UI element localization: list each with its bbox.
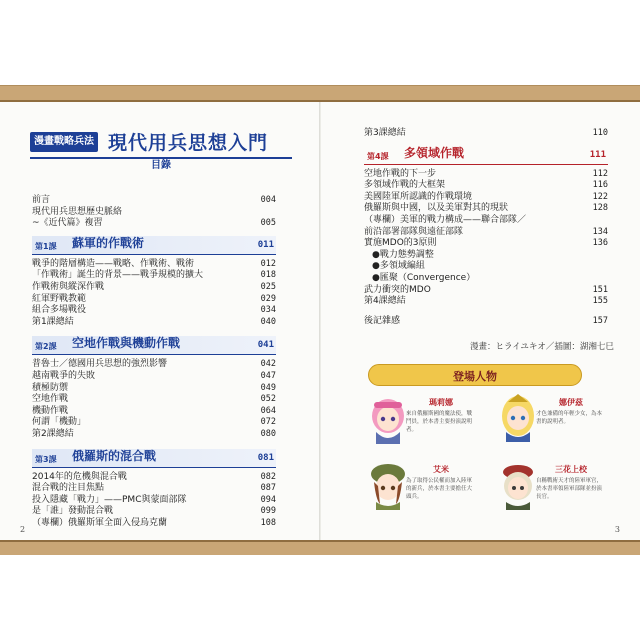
book-spread xyxy=(0,85,640,555)
toc-entry-title: 混合戰的注目焦點 xyxy=(32,483,105,494)
toc-entry-page: 099 xyxy=(260,506,276,517)
toc-subentry[interactable] xyxy=(364,273,608,285)
toc-entry-title: 投入隱藏「戰力」——PMC與蒙面部隊 xyxy=(32,494,187,505)
toc-entry-title: 第3課總結 xyxy=(364,128,406,138)
toc-entry-page: 112 xyxy=(592,168,608,179)
right-page-number: 3 xyxy=(614,525,620,534)
toc-entry[interactable] xyxy=(32,207,276,219)
toc-entry-title: 紅軍野戰教範 xyxy=(32,293,87,304)
chapter-number: 第3課 xyxy=(35,454,57,464)
toc-entry-title: 第4課總結 xyxy=(364,296,406,307)
toc-entry-title: 多領域作戰的大框架 xyxy=(364,180,446,191)
toc-entry-title: 「作戰術」誕生的背景——戰爭規模的擴大 xyxy=(32,270,204,281)
toc-entry[interactable] xyxy=(32,406,276,418)
chapter-page: 081 xyxy=(257,452,274,463)
toc-entry-title: 俄羅斯與中國，以及美軍對其的現狀 xyxy=(364,203,509,214)
toc-entry-page: 094 xyxy=(260,494,276,505)
toc-entry-page: 029 xyxy=(260,293,276,304)
toc-entry-title: 戰爭的階層構造——戰略、作戰術、戰術 xyxy=(32,258,195,269)
toc-entry-title: 何謂「機動」 xyxy=(32,417,87,428)
left-page-number: 2 xyxy=(20,525,26,534)
toc-entry-title: 空地作戰 xyxy=(32,394,69,405)
cast-heading xyxy=(368,364,582,386)
chapter-title: 俄羅斯的混合戰 xyxy=(72,448,157,463)
toc-entry[interactable] xyxy=(32,259,276,271)
toc-entry-title: 普魯士／德國用兵思想的強烈影響 xyxy=(32,359,168,370)
toc-entry[interactable] xyxy=(32,429,276,441)
chapter-heading-1[interactable] xyxy=(32,236,276,255)
book-title: 現代用兵思想入門 xyxy=(108,132,269,154)
toc-entry-page: 155 xyxy=(592,296,608,307)
toc-entry[interactable] xyxy=(32,195,276,207)
toc-entry-page: 052 xyxy=(260,394,276,405)
toc-entry-page: 049 xyxy=(260,382,276,393)
toc-entry[interactable] xyxy=(32,506,276,518)
toc-entry-page: 134 xyxy=(592,226,608,237)
toc-entry-title: （專欄）美軍的戰力構成——聯合部隊／ xyxy=(364,214,527,225)
toc-entry-title: 後記雜感 xyxy=(364,315,401,326)
toc-entry[interactable] xyxy=(32,518,276,530)
toc-entry[interactable] xyxy=(364,215,608,227)
toc-subentry[interactable] xyxy=(364,250,608,262)
toc-entry-title: 是「誰」發動混合戰 xyxy=(32,506,114,517)
toc-entry-page: 012 xyxy=(260,258,276,269)
toc-entry-page: 005 xyxy=(260,218,276,229)
toc-entry-page: 004 xyxy=(260,195,276,205)
toc-entry[interactable] xyxy=(364,227,608,239)
right-page xyxy=(320,102,640,540)
toc-entry[interactable] xyxy=(364,180,608,192)
toc-entry-page: 116 xyxy=(592,180,608,191)
toc-entry-page: 128 xyxy=(592,203,608,214)
character-card xyxy=(536,464,606,501)
chapter-title: 空地作戰與機動作戰 xyxy=(72,336,181,351)
character-card xyxy=(406,464,476,501)
toc-entry-page: 018 xyxy=(260,270,276,281)
toc-entry-title: 組合多場戰役 xyxy=(32,305,87,316)
toc-entry-title: 積極防禦 xyxy=(32,382,69,393)
toc-entry-page: 122 xyxy=(592,191,608,202)
toc-entry[interactable] xyxy=(364,296,608,308)
left-page xyxy=(0,102,320,540)
toc-entry-page: 047 xyxy=(260,370,276,381)
toc-entry-page: 034 xyxy=(260,305,276,316)
character-description: 自稱戰術天才的陸軍軍官，於本書率領陸軍部隊並扮演長官。 xyxy=(536,478,603,500)
toc-label: 目錄 xyxy=(30,157,292,171)
toc-entry-title: ●多領域編組 xyxy=(372,261,425,272)
toc-entry[interactable] xyxy=(32,417,276,429)
character-description: 才色兼備的年輕少女，為本書的說明者。 xyxy=(536,411,603,425)
chapter-page: 111 xyxy=(589,149,606,160)
toc-entry-page: 110 xyxy=(592,128,608,138)
character-card xyxy=(406,397,476,434)
toc-entry-title: 實施MDO的3原則 xyxy=(364,238,437,249)
toc-entry-page: 042 xyxy=(260,359,276,370)
character-portrait-beret xyxy=(496,460,540,510)
toc-entry[interactable] xyxy=(32,294,276,306)
toc-entry-title: 作戰術與縱深作戰 xyxy=(32,281,105,292)
toc-entry-page: 136 xyxy=(592,238,608,249)
toc-entry-title: 前言 xyxy=(32,195,51,205)
toc-entry-title: 現代用兵思想歷史脈絡 xyxy=(32,206,123,217)
toc-entry[interactable] xyxy=(32,282,276,294)
toc-subentry[interactable] xyxy=(364,261,608,273)
toc-entry[interactable] xyxy=(364,285,608,297)
toc-entry-title: 武力衝突的MDO xyxy=(364,284,431,295)
character-description: 為了取得公民權而加入陸軍的新兵，於本書主要擔任大頭兵。 xyxy=(406,478,473,500)
character-name: 瑪莉娜 xyxy=(429,398,453,407)
character-card xyxy=(536,397,606,426)
toc-entry-title: 2014年的危機與混合戰 xyxy=(32,471,127,482)
toc-entry[interactable] xyxy=(364,203,608,215)
toc-entry-page: 157 xyxy=(592,315,608,326)
toc-entry[interactable] xyxy=(32,394,276,406)
toc-entry-title: 第2課總結 xyxy=(32,428,74,439)
toc-entry[interactable] xyxy=(32,472,276,484)
toc-entry[interactable] xyxy=(32,270,276,282)
toc-entry-page: 087 xyxy=(260,483,276,494)
illustration-credit: 漫畫：ヒライユキオ／插圖：湖湘七巳 xyxy=(470,342,614,352)
chapter-page: 011 xyxy=(257,239,274,250)
toc-entry-title: ●戰力態勢調整 xyxy=(372,249,434,260)
toc-entry-title: 美國陸軍所認識的作戰環境 xyxy=(364,191,473,202)
cast-heading-label: 登場人物 xyxy=(453,370,497,383)
chapter-title: 蘇軍的作戰術 xyxy=(72,235,145,250)
bottom-border-band xyxy=(0,540,640,555)
toc-entry-page: 082 xyxy=(260,471,276,482)
toc-entry[interactable] xyxy=(32,218,276,230)
toc-entry-title: ~《近代篇》複習 xyxy=(32,218,103,229)
toc-entry[interactable] xyxy=(32,317,276,329)
toc-entry[interactable] xyxy=(32,383,276,395)
toc-entry[interactable] xyxy=(364,238,608,250)
toc-entry-title: 機動作戰 xyxy=(32,405,69,416)
chapter-heading-2[interactable] xyxy=(32,336,276,355)
character-portrait-blonde-hair xyxy=(496,392,540,442)
character-name: 娜伊茲 xyxy=(559,398,583,407)
toc-entry-title: 越南戰爭的失敗 xyxy=(32,370,96,381)
toc-entry[interactable] xyxy=(32,495,276,507)
character-name: 三花上校 xyxy=(555,465,587,474)
chapter-number: 第1課 xyxy=(35,241,57,251)
left-toc xyxy=(32,195,276,529)
toc-entry[interactable] xyxy=(32,483,276,495)
toc-entry-page: 151 xyxy=(592,284,608,295)
toc-entry-page: 080 xyxy=(260,428,276,439)
toc-entry-title: 第1課總結 xyxy=(32,316,74,327)
series-badge: 漫畫戰略兵法 xyxy=(30,132,98,152)
toc-entry[interactable] xyxy=(364,128,608,140)
toc-entry-page: 108 xyxy=(260,517,276,528)
top-border-band xyxy=(0,85,640,102)
toc-entry[interactable] xyxy=(364,192,608,204)
toc-entry-page: 025 xyxy=(260,281,276,292)
chapter-title: 多領域作戰 xyxy=(404,145,465,160)
character-portrait-pink-hair xyxy=(366,394,410,444)
toc-entry-page: 064 xyxy=(260,405,276,416)
chapter-heading-4[interactable] xyxy=(364,146,608,165)
character-portrait-helmet xyxy=(366,460,410,510)
toc-entry-afterword[interactable] xyxy=(364,316,608,328)
toc-entry-page: 072 xyxy=(260,417,276,428)
character-name: 艾米 xyxy=(433,465,449,474)
toc-entry[interactable] xyxy=(32,359,276,371)
chapter-page: 041 xyxy=(257,340,274,351)
toc-entry-title: 前沿部署部隊與遠征部隊 xyxy=(364,226,464,237)
chapter-heading-3[interactable] xyxy=(32,449,276,468)
pages xyxy=(0,102,640,540)
toc-entry-page: 040 xyxy=(260,316,276,327)
chapter-number: 第2課 xyxy=(35,342,57,352)
toc-entry-title: （專欄）俄羅斯軍全面入侵烏克蘭 xyxy=(32,517,168,528)
toc-entry[interactable] xyxy=(32,305,276,317)
toc-entry-title: 空地作戰的下一步 xyxy=(364,168,437,179)
toc-entry[interactable] xyxy=(32,371,276,383)
chapter-number: 第4課 xyxy=(367,151,389,161)
toc-entry[interactable] xyxy=(364,169,608,181)
book-header xyxy=(30,128,292,154)
toc-entry-title: ●匯聚（Convergence） xyxy=(372,272,476,283)
right-toc xyxy=(364,128,608,327)
character-description: 來自俄羅斯國的魔法使，戰鬥員，於本書主要扮演說明者。 xyxy=(406,411,473,433)
